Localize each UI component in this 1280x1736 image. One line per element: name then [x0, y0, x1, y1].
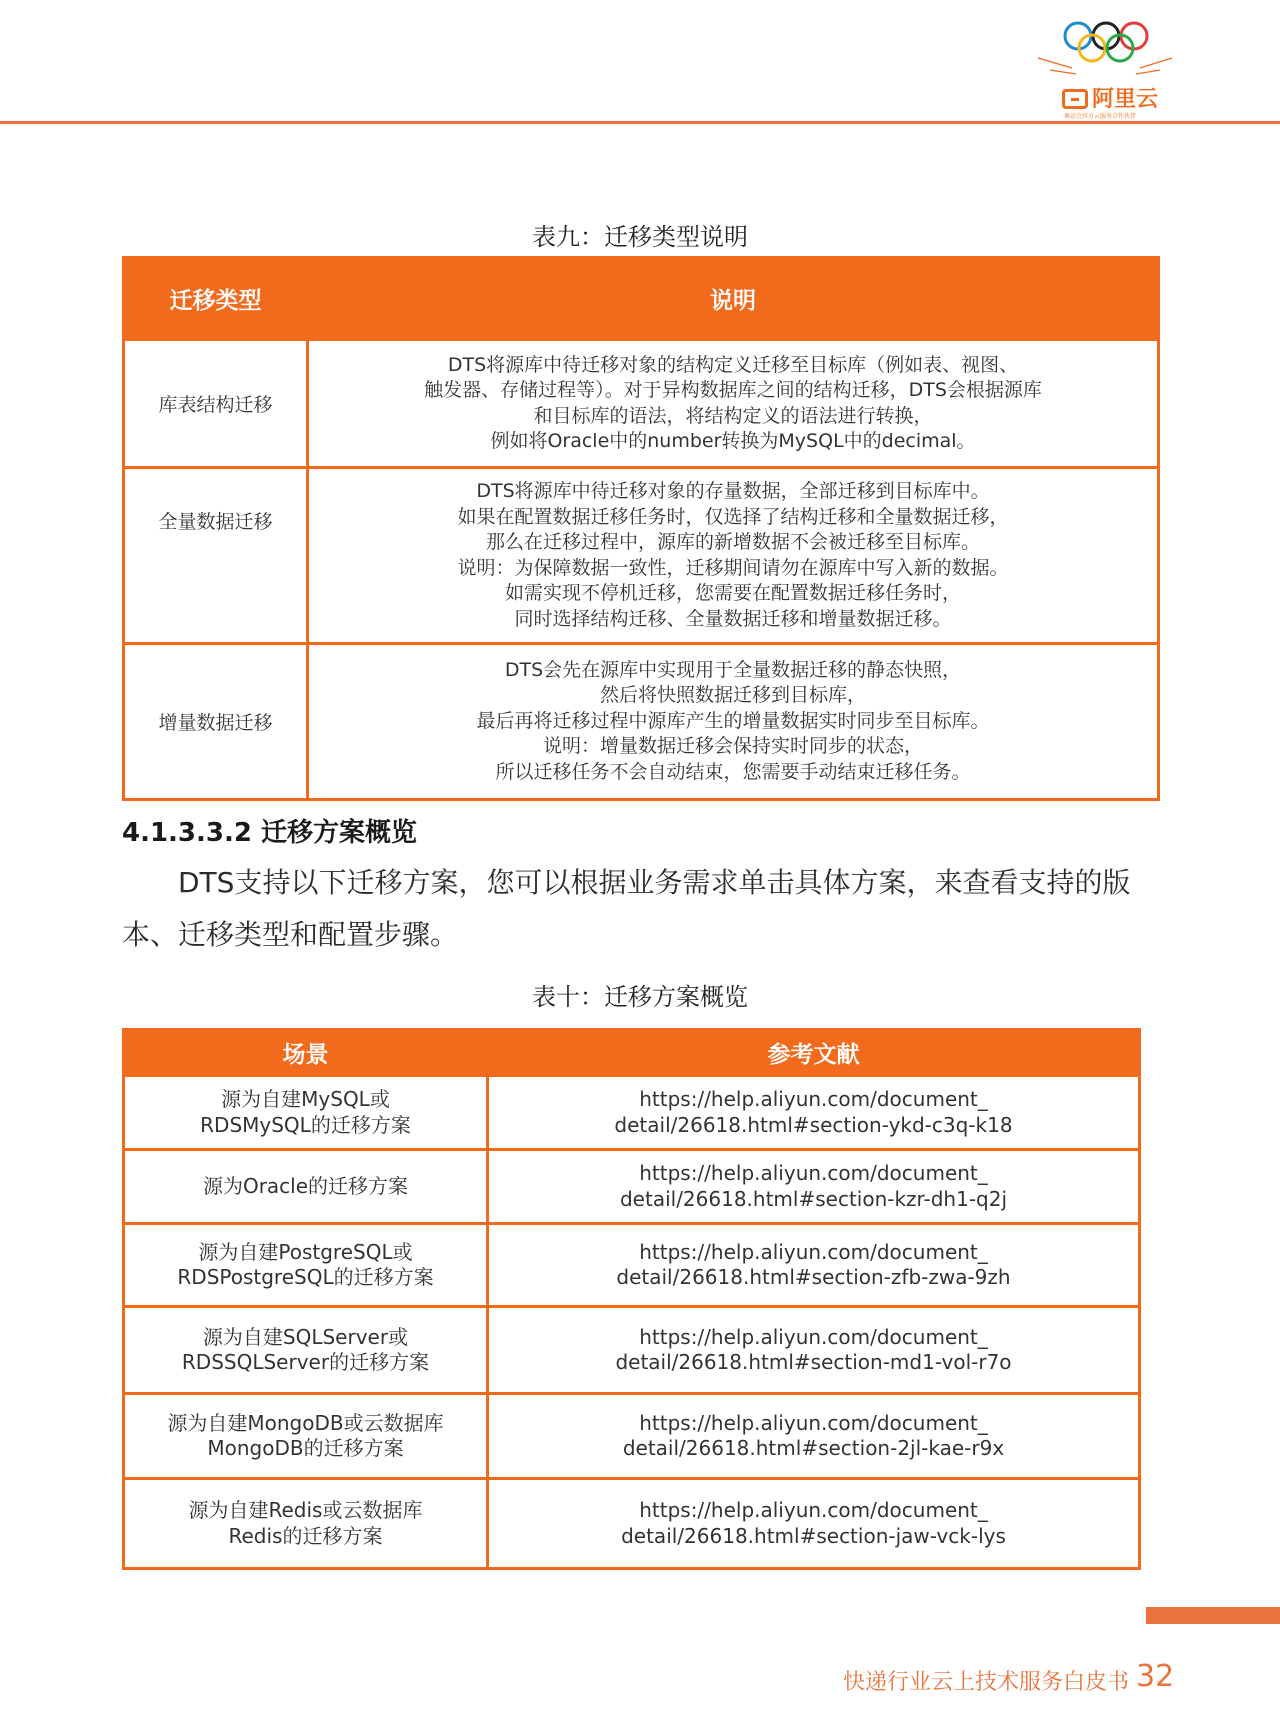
aliyun-olympic-logo [1030, 12, 1180, 122]
description-line: 那么在迁移过程中，源库的新增数据不会被迁移至目标库。 [485, 531, 980, 553]
scene-line: 源为自建Redis或云数据库 [188, 1498, 423, 1522]
migration-type-cell: 库表结构迁移 [124, 340, 308, 468]
migration-description-cell [308, 644, 1159, 800]
scene-line: MongoDB的迁移方案 [207, 1436, 404, 1460]
description-line: 例如将Oracle中的number转换为MySQL中的decimal。 [490, 430, 976, 452]
table9-caption: 表九：迁移类型说明 [532, 223, 748, 251]
reference-line: https://help.aliyun.com/document_ [639, 1498, 988, 1522]
scene-cell [124, 1224, 488, 1307]
migration-type-table [122, 256, 1160, 801]
aliyun-bracket-icon [1062, 89, 1088, 109]
page-number: 32 [1136, 1659, 1175, 1694]
scene-cell [124, 1150, 488, 1224]
table-row [124, 1394, 1140, 1479]
reference-link[interactable] [488, 1150, 1140, 1224]
reference-link[interactable] [488, 1479, 1140, 1569]
table-row [124, 468, 1159, 644]
column-header-reference: 参考文献 [488, 1030, 1140, 1076]
description-line: 如果在配置数据迁移任务时，仅选择了结构迁移和全量数据迁移， [457, 505, 1009, 528]
migration-type-cell: 全量数据迁移 [124, 468, 308, 644]
reference-line: https://help.aliyun.com/document_ [639, 1410, 988, 1435]
description-line: DTS会先在源库中实现用于全量数据迁移的静态快照， [504, 658, 962, 681]
description-line: 同时选择结构迁移、全量数据迁移和增量数据迁移。 [514, 607, 952, 630]
scene-line: 源为自建MongoDB或云数据库 [167, 1410, 444, 1435]
scene-cell [124, 1394, 488, 1479]
footer-accent-bar [1146, 1607, 1280, 1624]
description-line: 如需实现不停机迁移，您需要在配置数据迁移任务时， [504, 582, 961, 604]
reference-link[interactable] [488, 1307, 1140, 1394]
section-heading: 4.1.3.3.2 迁移方案概览 [122, 818, 418, 848]
reference-link[interactable] [488, 1076, 1140, 1150]
migration-description-cell [308, 468, 1159, 644]
table-row [124, 1307, 1140, 1394]
table-row [124, 1150, 1140, 1224]
reference-line: https://help.aliyun.com/document_ [639, 1087, 988, 1111]
table-row [124, 644, 1159, 800]
reference-line: https://help.aliyun.com/document_ [639, 1161, 988, 1185]
reference-line: https://help.aliyun.com/document_ [639, 1324, 988, 1349]
reference-line: detail/26618.html#section-zfb-zwa-9zh [616, 1265, 1011, 1289]
migration-description-cell [308, 340, 1159, 468]
migration-type-cell: 增量数据迁移 [124, 644, 308, 800]
reference-line: detail/26618.html#section-2jl-kae-r9x [622, 1436, 1005, 1460]
description-line: 最后再将迁移过程中源库产生的增量数据实时同步至目标库。 [476, 709, 990, 732]
description-line: 所以迁移任务不会自动结束，您需要手动结束迁移任务。 [495, 760, 971, 783]
reference-line: https://help.aliyun.com/document_ [639, 1239, 988, 1264]
reference-link[interactable] [488, 1224, 1140, 1307]
reference-link[interactable] [488, 1394, 1140, 1479]
table-header-row [124, 1030, 1140, 1076]
scene-cell [124, 1479, 488, 1569]
description-line: 说明：为保障数据一致性，迁移期间请勿在源库中写入新的数据。 [457, 556, 1009, 579]
scene-line: 源为Oracle的迁移方案 [202, 1173, 409, 1198]
description-line: DTS将源库中待迁移对象的存量数据，全部迁移到目标库中。 [476, 480, 990, 502]
description-line: 说明：增量数据迁移会保持实时同步的状态， [542, 735, 923, 758]
logo-brand [1062, 82, 1158, 113]
header-divider [0, 121, 1280, 124]
migration-plan-table [122, 1028, 1141, 1570]
column-header-type: 迁移类型 [124, 258, 308, 340]
table-row [124, 1224, 1140, 1307]
logo-tagline: 奥运会官方云服务合作伙伴 [1064, 113, 1137, 120]
scene-line: 源为自建MySQL或 [221, 1087, 390, 1111]
scene-line: RDSMySQL的迁移方案 [200, 1112, 411, 1137]
scene-line: RDSSQLServer的迁移方案 [181, 1350, 430, 1374]
column-header-scene: 场景 [124, 1030, 488, 1076]
description-line: DTS将源库中待迁移对象的结构定义迁移至目标库（例如表、视图、 [447, 353, 1019, 376]
reference-line: detail/26618.html#section-jaw-vck-lys [621, 1523, 1006, 1548]
table-row [124, 1479, 1140, 1569]
logo-brand-text: 阿里云 [1092, 87, 1159, 112]
description-line: 触发器、存储过程等）。对于异构数据库之间的结构迁移，DTS会根据源库 [424, 379, 1042, 401]
scene-line: 源为自建SQLServer或 [202, 1324, 409, 1349]
table10-caption: 表十：迁移方案概览 [532, 983, 748, 1011]
scene-line: 源为自建PostgreSQL或 [198, 1239, 413, 1264]
reference-line: detail/26618.html#section-md1-vol-r7o [615, 1350, 1012, 1374]
description-line: 然后将快照数据迁移到目标库， [599, 684, 866, 707]
olympic-rings-icon [1030, 12, 1180, 84]
reference-line: detail/26618.html#section-ykd-c3q-k18 [614, 1112, 1013, 1137]
footer-title: 快递行业云上技术服务白皮书 [843, 1670, 1130, 1695]
scene-cell [124, 1307, 488, 1394]
table-row [124, 340, 1159, 468]
table-header-row [124, 258, 1159, 340]
column-header-description: 说明 [308, 258, 1159, 340]
reference-line: detail/26618.html#section-kzr-dh1-q2j [619, 1186, 1008, 1211]
table-row [124, 1076, 1140, 1150]
scene-line: Redis的迁移方案 [228, 1523, 383, 1548]
scene-cell [124, 1076, 488, 1150]
body-paragraph: DTS支持以下迁移方案，您可以根据业务需求单击具体方案，来查看支持的版本、迁移类型和配置步骤。 [122, 866, 1131, 951]
description-line: 和目标库的语法，将结构定义的语法进行转换， [533, 404, 933, 427]
scene-line: RDSPostgreSQL的迁移方案 [177, 1265, 434, 1289]
